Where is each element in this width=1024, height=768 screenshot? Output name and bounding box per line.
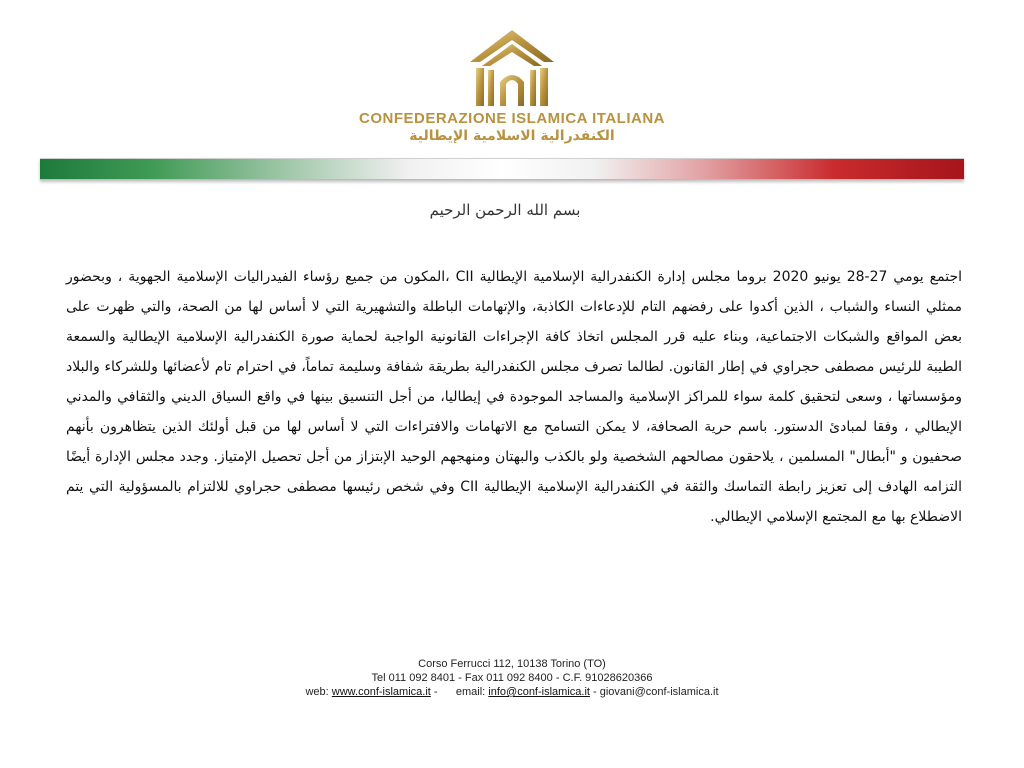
mosque-dome-logo-icon — [462, 28, 562, 108]
header-logo — [0, 28, 1024, 144]
logo-name-latin: CONFEDERAZIONE ISLAMICA ITALIANA — [359, 110, 665, 127]
footer-web-label: web: — [305, 686, 329, 698]
statement-paragraph: اجتمع يومي 27-28 يونيو 2020 بروما مجلس إدارة الكنفدرالية الإسلامية الإيطالية CII ،المكون من جميع رؤساء الفيدراليات الإسلامية الجهوية ، وبحضور ممثلي النساء والشباب ، الذين أكدوا على رفضهم التام للإدعاءات الكاذبة، والإتهامات الباطلة والتشهيرية التي لا أساس لها من الصحة، والتي ظهرت على بعض المواقع والشبكات الاجتماعية، وبناء عليه قرر المجلس اتخاذ كافة الإجراءات القانونية الواجبة لحماية صورة الكنفدرالية الإسلامية الإيطالية والسمعة الطيبة للرئيس مصطفى حجراوي في إطار القانون. لطالما تصرف مجلس الكنفدرالية بطريقة شفافة وسليمة تماماً، في احترام تام لأعضائها وللشركاء والبلاد ومؤسساتها ، وسعى لتحقيق كلمة سواء للمراكز الإسلامية والمساجد الموجودة في إيطاليا، من أجل التنسيق بينها في واقع السياق الديني والثقافي والمدني الإيطالي ، وفقا لمبادئ الدستور. باسم حرية الصحافة، لا يمكن التسامح مع الاتهامات والافتراءات التي لا أساس لها من قبل أولئك الذين يتظاهرون بأنهم صحفيون و "أبطال" المسلمين ، يلاحقون مصالحهم الشخصية ولو بالكذب والبهتان ومنهجهم الوحيد الإبتزاز من أجل تحصيل الإمتياز. وجدد مجلس الإدارة أيضًا التزامه الهادف إلى تعزيز رابطة التماسك والثقة في الكنفدرالية الإسلامية الإيطالية CII وفي شخص رئيسها مصطفى حجراوي للالتزام بالمسؤولية التي يتم الاضطلاع بها مع المجتمع الإسلامي الإيطالي. — [66, 269, 963, 525]
footer-email-label: email: — [455, 686, 486, 698]
email-giovani-text: giovani@conf-islamica.it — [599, 686, 719, 698]
footer-tel: Tel 011 092 8401 — [371, 672, 456, 684]
basmala-calligraphy: بسم الله الرحمن الرحيم — [429, 201, 581, 219]
email-info-link[interactable]: info@conf-islamica.it — [488, 686, 590, 698]
footer-cf: C.F. 91028620366 — [562, 672, 653, 684]
statement-body — [66, 262, 962, 532]
footer-contact-line: Tel 011 092 8401 - Fax 011 092 8400 - C.F. 91028620366 — [371, 672, 653, 684]
logo-name-arabic: الكنفدرالية الاسلامية الإيطالية — [409, 128, 615, 144]
website-link[interactable]: www.conf-islamica.it — [331, 686, 431, 698]
footer-web-line: web: www.conf-islamica.it - email: info@conf-islamica.it - giovani@conf-islamica.it — [305, 686, 719, 698]
letterhead-footer — [0, 657, 1024, 699]
italian-flag-band — [40, 158, 964, 180]
footer-fax: Fax 011 092 8400 — [464, 672, 553, 684]
footer-address: Corso Ferrucci 112, 10138 Torino (TO) — [418, 658, 606, 670]
